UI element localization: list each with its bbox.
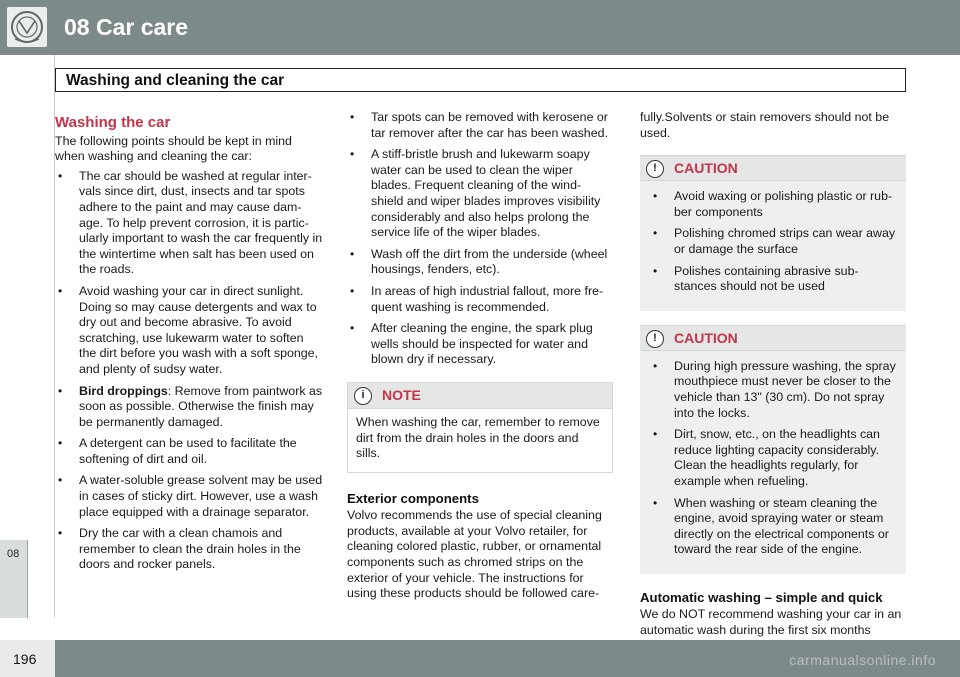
warning-icon: ! (646, 160, 664, 178)
caution-label: CAUTION (674, 329, 738, 346)
caution-box-1 (640, 155, 906, 311)
washing-bullet-list (55, 169, 323, 573)
washing-intro: The following points should be kept in mind when washing and cleaning the car: (55, 133, 292, 164)
caution-label: CAUTION (674, 160, 738, 177)
list-item: • Dry the car with a clean chamois and remember to clean the drain holes in the doors and rocker panels. (55, 526, 323, 573)
warning-icon: ! (646, 330, 664, 348)
page-number: 196 (13, 651, 37, 667)
list-item: • A water-soluble grease solvent may be used in cases of sticky dirt. However, use a wash place equipped with a drainage separator. (55, 473, 323, 520)
chapter-side-tab (0, 540, 28, 618)
list-item: • Avoid washing your car in direct sunlight. Doing so may cause detergents and wax to dry out and become abrasive. To avoid scratching, use lukewarm water to soften the dirt before you wash with a soft sponge, and plenty of sudsy water. (55, 284, 323, 378)
list-item: • After cleaning the engine, the spark plug wells should be inspected for water and blown dry if necessary. (347, 321, 613, 368)
list-item: • When washing or steam cleaning the engine, avoid spraying water or steam directly on the electrical components or toward the rear side of the engine. (650, 496, 896, 558)
list-item: • Wash off the dirt from the underside (wheel housings, fenders, etc). (347, 247, 613, 278)
info-icon: i (354, 387, 372, 405)
washing-heading: Washing the car (55, 114, 171, 131)
chapter-header (0, 0, 960, 55)
note-box (347, 382, 613, 473)
list-item: • Avoid waxing or polishing plastic or rub-ber components (650, 189, 896, 220)
note-text: When washing the car, remember to remove dirt from the drain holes in the doors and sills. (356, 414, 600, 461)
continued-text: fully.Solvents or stain removers should not be used. (640, 110, 890, 140)
caution-bullet-list (650, 359, 896, 558)
bird-droppings-label: Bird droppings (79, 383, 168, 398)
page-number-box (0, 640, 55, 677)
watermark: carmanualsonline.info (789, 652, 936, 668)
list-item: • The car should be washed at regular inter-vals since dirt, dust, insects and tar spots adhere to the paint and may cause dam-age. To help prevent corrosion, it is partic-ularly important to wash the car frequently in the wintertime when salt has been used on the roads. (55, 169, 323, 278)
list-item: • Dirt, snow, etc., on the headlights can reduce lighting capacity considerably. Clean the headlights regularly, for example when refueling. (650, 427, 896, 489)
list-item: • A detergent can be used to facilitate the softening of dirt and oil. (55, 436, 323, 467)
column-2 (347, 110, 613, 606)
cleaning-bullet-list (347, 110, 613, 368)
automatic-washing-heading: Automatic washing – simple and quick (640, 589, 883, 605)
page-footer (0, 640, 960, 677)
list-item: • Polishing chromed strips can wear away or damage the surface (650, 226, 896, 257)
caution-header (640, 155, 906, 181)
side-margin (0, 55, 55, 618)
column-3 (640, 110, 906, 643)
chapter-title: 08 Car care (64, 14, 189, 40)
chapter-side-tab-label: 08 (7, 548, 20, 560)
logo (0, 0, 55, 55)
caution-body (640, 351, 906, 558)
list-item-bird-droppings (55, 384, 323, 431)
exterior-components-text: Volvo recommends the use of special cleaning products, available at your Volvo retailer, for cleaning colored plastic, rubber, or ornamental components such as chromed strips on the exterior of your vehicle. The instructions for using these products should be followed care- (347, 508, 602, 601)
section-title-bar (55, 68, 906, 92)
caution-header (640, 325, 906, 351)
list-item: • A stiff-bristle brush and lukewarm soapy water can be used to clean the wiper blades. Frequent cleaning of the wind-shield and wiper blades improves visibility considerably and also helps prolong the service life of the wiper blades. (347, 147, 613, 241)
list-item: • During high pressure washing, the spray mouthpiece must never be closer to the vehicle than 13" (30 cm). Do not spray into the locks. (650, 359, 896, 421)
list-item: • In areas of high industrial fallout, more fre-quent washing is recommended. (347, 284, 613, 315)
note-header (348, 383, 612, 409)
list-item: • Polishes containing abrasive sub-stances should not be used (650, 264, 896, 295)
caution-box-2 (640, 325, 906, 574)
caution-body (640, 181, 906, 295)
list-item: • Tar spots can be removed with kerosene or tar remover after the car has been washed. (347, 110, 613, 141)
section-title: Washing and cleaning the car (66, 72, 285, 89)
caution-bullet-list (650, 189, 896, 295)
column-1 (55, 110, 323, 579)
exterior-components-heading: Exterior components (347, 490, 479, 506)
bird-droppings-text: : Remove from paintwork as soon as possible. Otherwise the finish may be permanently damaged. (79, 383, 323, 429)
volvo-logo-icon (7, 7, 47, 47)
automatic-washing-text: We do NOT recommend washing your car in an automatic wash during the first six months (640, 607, 902, 638)
note-label: NOTE (382, 386, 421, 403)
